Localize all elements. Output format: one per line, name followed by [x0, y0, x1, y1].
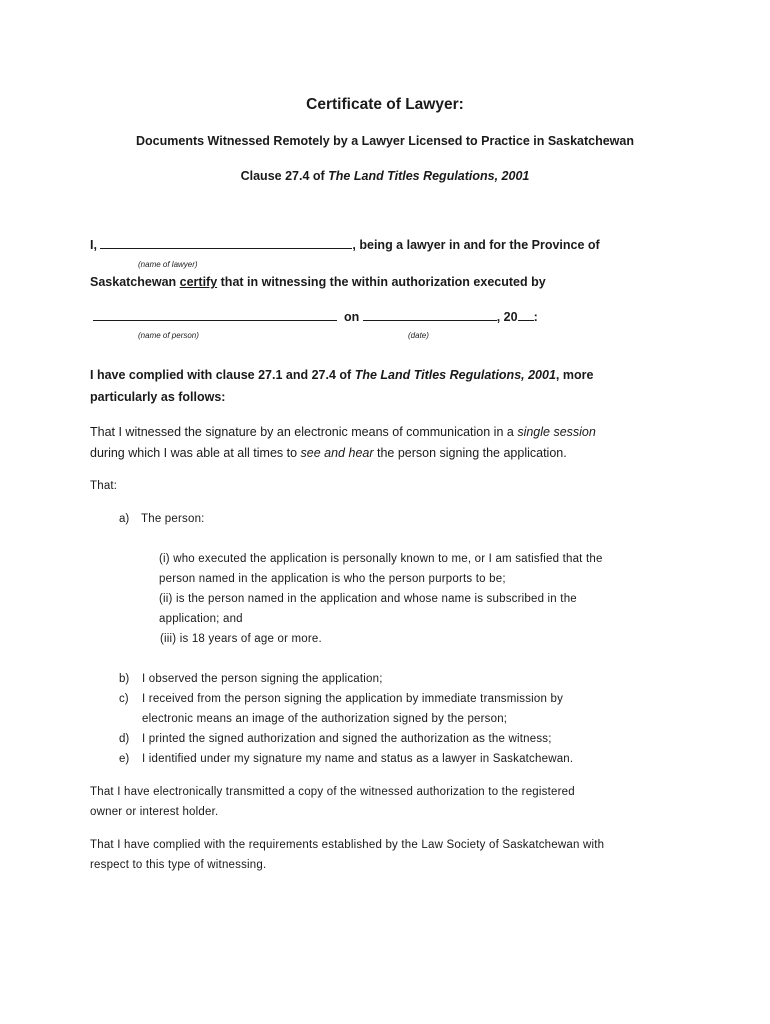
complied-regulation: The Land Titles Regulations, 2001 — [354, 368, 556, 382]
on-label: on — [343, 310, 360, 324]
year-blank[interactable] — [518, 310, 534, 321]
witnessed-text-b-suffix: the person signing the application. — [373, 446, 567, 460]
lawyer-line — [90, 238, 600, 252]
date-blank[interactable] — [363, 310, 497, 321]
item-d-marker: d) — [119, 733, 130, 745]
year-prefix: , 20 — [496, 310, 518, 324]
item-a-marker: a) — [119, 513, 130, 525]
clause-regulation: The Land Titles Regulations, 2001 — [328, 169, 530, 183]
witnessed-line2 — [90, 446, 567, 460]
complied-prefix: I have complied with clause 27.1 and 27.4 of — [90, 368, 355, 382]
see-and-hear: see and hear — [300, 446, 374, 460]
sub-item-line: (iii) is 18 years of age or more. — [160, 633, 322, 645]
sub-item-line: (ii) is the person named in the application and whose name is subscribed in the — [159, 593, 577, 605]
certify-line — [90, 275, 546, 289]
sub-item-line: application; and — [159, 613, 243, 625]
certify-line-suffix: that in witnessing the within authorization executed by — [217, 275, 546, 289]
single-session: single session — [517, 425, 596, 439]
witnessed-text-b: during which I was able at all times to — [90, 446, 301, 460]
item-d-text: I printed the signed authorization and signed the authorization as the witness; — [142, 733, 552, 745]
item-c-marker: c) — [119, 693, 129, 705]
document-title: Certificate of Lawyer: — [306, 96, 464, 113]
caption-lawyer: (name of lawyer) — [138, 260, 198, 269]
item-e-marker: e) — [119, 753, 130, 765]
requirements-line1: That I have complied with the requirements established by the Law Society of Saskatchewan with — [90, 839, 605, 851]
sub-item-line: person named in the application is who the person purports to be; — [159, 573, 506, 585]
year-suffix: : — [533, 310, 538, 324]
witnessed-text-a: That I witnessed the signature by an electronic means of communication in a — [90, 425, 518, 439]
transmitted-line1: That I have electronically transmitted a copy of the witnessed authorization to the registered — [90, 786, 575, 798]
lawyer-line-suffix: , being a lawyer in and for the Province of — [352, 238, 600, 252]
witnessed-line1 — [90, 425, 596, 439]
caption-person: (name of person) — [138, 331, 199, 340]
item-c-text-line2: electronic means an image of the authorization signed by the person; — [142, 713, 508, 725]
requirements-line2: respect to this type of witnessing. — [90, 859, 267, 871]
person-date-line — [93, 310, 538, 324]
complied-suffix: , more — [555, 368, 594, 382]
clause-reference — [0, 169, 770, 183]
person-name-blank[interactable] — [93, 310, 337, 321]
complied-heading — [90, 368, 593, 382]
transmitted-line2: owner or interest holder. — [90, 806, 219, 818]
item-a-text: The person: — [141, 513, 205, 525]
that-label: That: — [90, 480, 118, 492]
certify-line-prefix: Saskatchewan — [90, 275, 180, 289]
item-b-text: I observed the person signing the application; — [142, 673, 383, 685]
item-e-text: I identified under my signature my name and status as a lawyer in Saskatchewan. — [142, 753, 574, 765]
item-b-marker: b) — [119, 673, 130, 685]
complied-heading-line2: particularly as follows: — [90, 390, 226, 404]
lawyer-name-blank[interactable] — [100, 238, 352, 249]
clause-prefix: Clause 27.4 of — [240, 169, 329, 183]
certify-word: certify — [179, 275, 218, 289]
item-c-text: I received from the person signing the application by immediate transmission by — [142, 693, 564, 705]
sub-item-line: (i) who executed the application is personally known to me, or I am satisfied that the — [159, 553, 603, 565]
caption-date: (date) — [408, 331, 429, 340]
document-subtitle: Documents Witnessed Remotely by a Lawyer Licensed to Practice in Saskatchewan — [136, 134, 634, 148]
lawyer-line-prefix: I, — [90, 238, 101, 252]
